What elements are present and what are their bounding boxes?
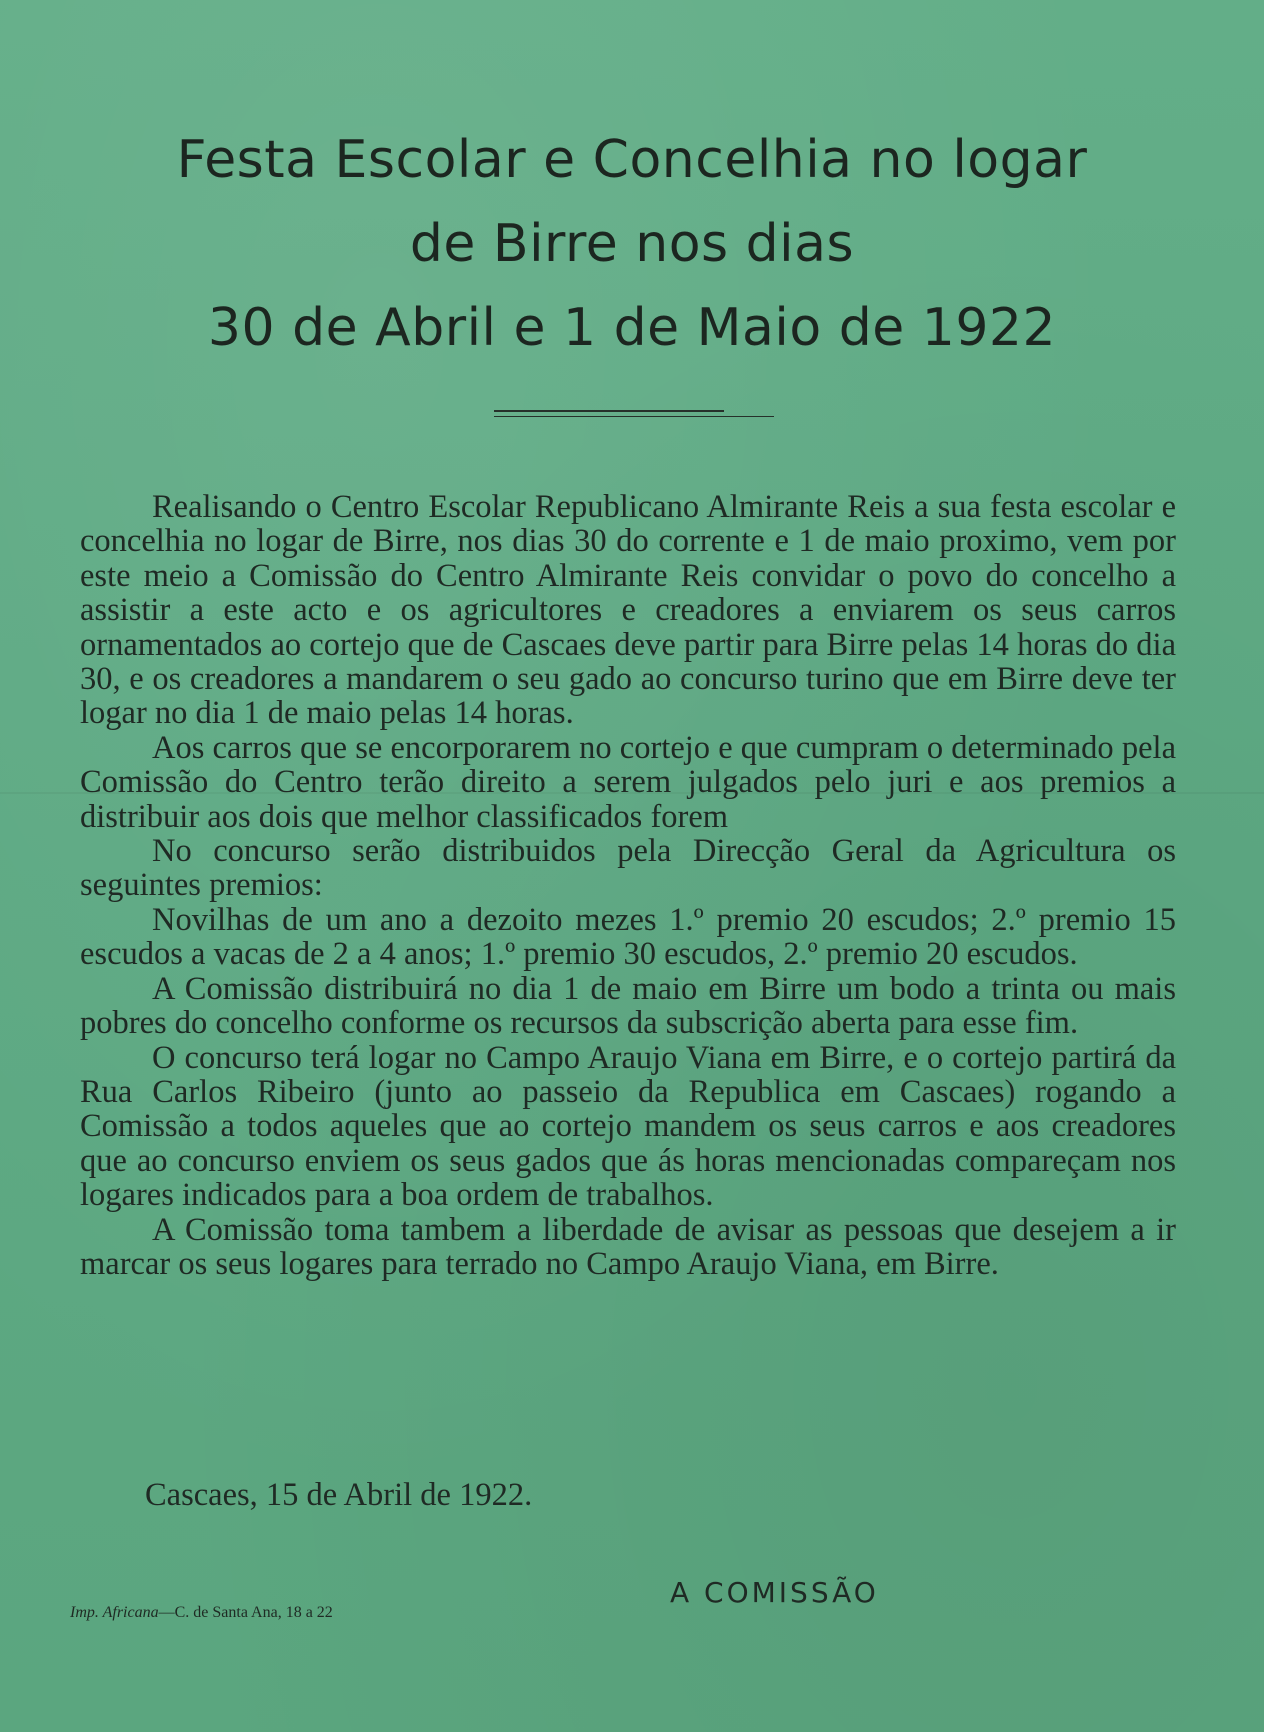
title-line-3: 30 de Abril e 1 de Maio de 1922 bbox=[207, 298, 1057, 358]
signature: A COMISSÃO bbox=[670, 1576, 879, 1609]
announcement-body bbox=[80, 490, 1176, 1281]
divider-upper-line bbox=[494, 410, 724, 412]
paragraph-terrado: A Comissão toma tambem a liberdade de avisar as pessoas que desejem a ir marcar os seus logares para terrado no Campo Araujo Viana, em Birre. bbox=[80, 1211, 1176, 1282]
paragraph-carros: Aos carros que se encorporarem no cortejo e que cumpram o determinado pela Comissão do Centro terão direito a serem julgados pelo juri e aos premios a distribuir aos dois que melhor classificados forem bbox=[80, 729, 1176, 835]
printer-credit bbox=[70, 1604, 333, 1622]
paragraph-bodo: A Comissão distribuirá no dia 1 de maio em Birre um bodo a trinta ou mais pobres do concelho conforme os recursos da subscrição aberta para esse fim. bbox=[80, 970, 1176, 1042]
paragraph-local: O concurso terá logar no Campo Araujo Viana em Birre, e o cortejo partirá da Rua Carlos Ribeiro (junto ao passeio da Republica em Cascaes) rogando a Comissão a todos aqueles que ao cortejo mandem os seus carros e aos creadores que ao concurso enviem os seus gados que ás horas mencionadas compareçam nos logares indicados para a boa ordem de trabalhos. bbox=[80, 1039, 1176, 1214]
printer-name: Imp. Africana bbox=[70, 1604, 159, 1621]
divider-lower-line bbox=[494, 416, 774, 417]
paragraph-invitation: Realisando o Centro Escolar Republicano Almirante Reis a sua festa escolar e concelhia no logar de Birre, nos dias 30 do corrente e 1 de maio proximo, vem por este meio a Comissão do Centro Almirante Reis convidar o povo do concelho a assistir a este acto e os agricultores e creadores a enviarem os seus carros ornamentados ao cortejo que de Cascaes deve partir para Birre pelas 14 horas do dia 30, e os creadores a mandarem o seu gado ao concurso turino que em Birre deve ter logar no dia 1 de maio pelas 14 horas. bbox=[80, 489, 1176, 732]
paragraph-premios: Novilhas de um ano a dezoito mezes 1.º premio 20 escudos; 2.º premio 15 escudos a vacas de 2 a 4 anos; 1.º premio 30 escudos, 2.º premio 20 escudos. bbox=[80, 901, 1176, 973]
title-line-1: Festa Escolar e Concelhia no logar bbox=[176, 130, 1088, 190]
poster-title bbox=[100, 118, 1164, 370]
title-line-2: de Birre nos dias bbox=[409, 214, 855, 274]
printer-address: —C. de Santa Ana, 18 a 22 bbox=[158, 1604, 333, 1621]
paragraph-concurso: No concurso serão distribuidos pela Direcção Geral da Agricultura os seguintes premios: bbox=[80, 833, 1176, 904]
title-divider bbox=[494, 410, 774, 418]
dateline: Cascaes, 15 de Abril de 1922. bbox=[145, 1477, 533, 1513]
